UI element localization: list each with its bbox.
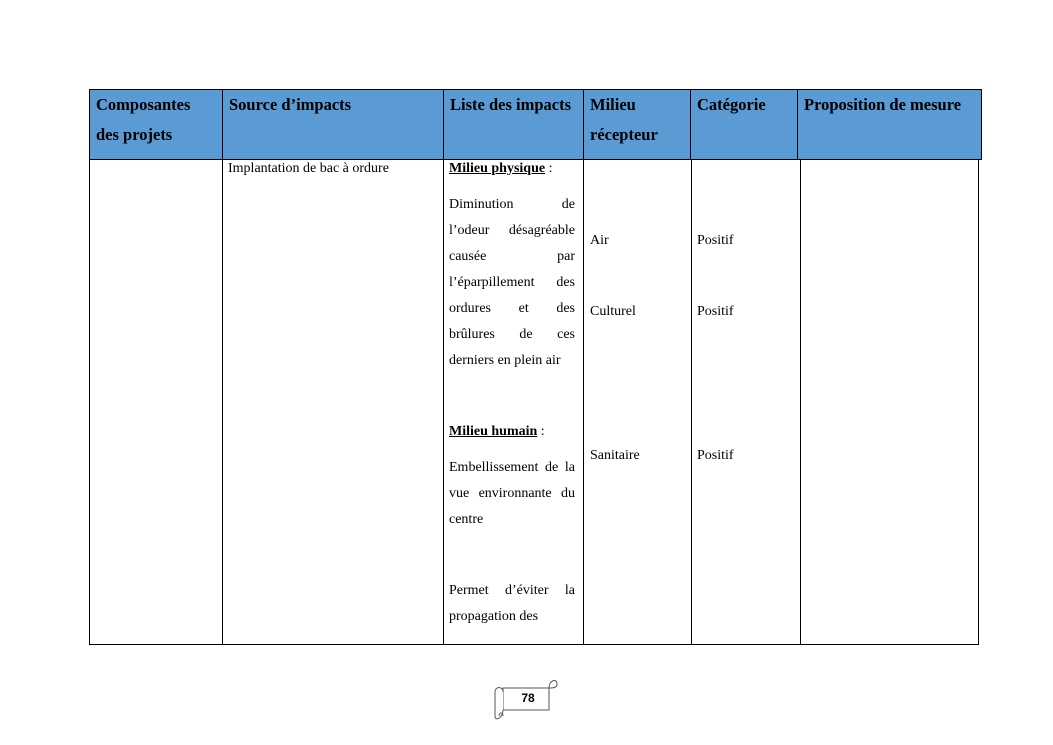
header-proposition: Proposition de mesure <box>804 95 962 114</box>
impact-line: l’odeur désagréable <box>449 223 575 238</box>
categorie-sanitaire: Positif <box>697 448 734 463</box>
column-divider <box>222 160 223 644</box>
header-milieu <box>584 90 690 160</box>
header-milieu-line1: Milieu <box>590 95 636 114</box>
impact-physique-title: Milieu physique <box>449 161 546 176</box>
impact-line: ordures et des <box>449 301 575 316</box>
impact-extra-text <box>449 578 575 630</box>
header-source: Source d’impacts <box>229 95 352 114</box>
categorie-air: Positif <box>697 233 734 248</box>
milieu-culturel: Culturel <box>590 304 636 319</box>
impact-physique-colon: : <box>545 161 553 176</box>
impact-physique-text <box>449 192 575 374</box>
page-number: 78 <box>521 691 535 705</box>
milieu-sanitaire: Sanitaire <box>590 448 640 463</box>
impact-physique-heading <box>449 156 552 182</box>
impact-line: propagation des <box>449 609 539 624</box>
column-divider <box>443 160 444 644</box>
header-composantes-line1: Composantes <box>96 95 191 114</box>
impact-line: vue environnante du <box>449 486 575 501</box>
impact-humain-text <box>449 455 575 533</box>
impact-line: causée par <box>449 249 575 264</box>
impact-humain-title: Milieu humain <box>449 424 538 439</box>
impact-line: derniers en plein air <box>449 353 561 368</box>
header-categorie: Catégorie <box>697 95 766 114</box>
impact-humain-heading <box>449 419 545 445</box>
column-divider <box>800 160 801 644</box>
impact-humain-colon: : <box>537 424 545 439</box>
impact-line: l’éparpillement des <box>449 275 575 290</box>
impact-line: Diminution de <box>449 197 575 212</box>
header-liste: Liste des impacts <box>450 95 571 114</box>
header-milieu-line2: récepteur <box>590 125 658 144</box>
header-composantes <box>90 90 222 160</box>
header-composantes-line2: des projets <box>96 125 173 144</box>
column-divider <box>583 160 584 644</box>
impact-line: Embellissement de la <box>449 460 575 475</box>
milieu-air: Air <box>590 233 609 248</box>
categorie-culturel: Positif <box>697 304 734 319</box>
column-divider <box>691 160 692 644</box>
cell-source: Implantation de bac à ordure <box>228 161 389 176</box>
impact-line: centre <box>449 512 484 527</box>
impact-line: Permet d’éviter la <box>449 583 575 598</box>
table-header-row <box>89 89 982 160</box>
impact-line: brûlures de ces <box>449 327 575 342</box>
